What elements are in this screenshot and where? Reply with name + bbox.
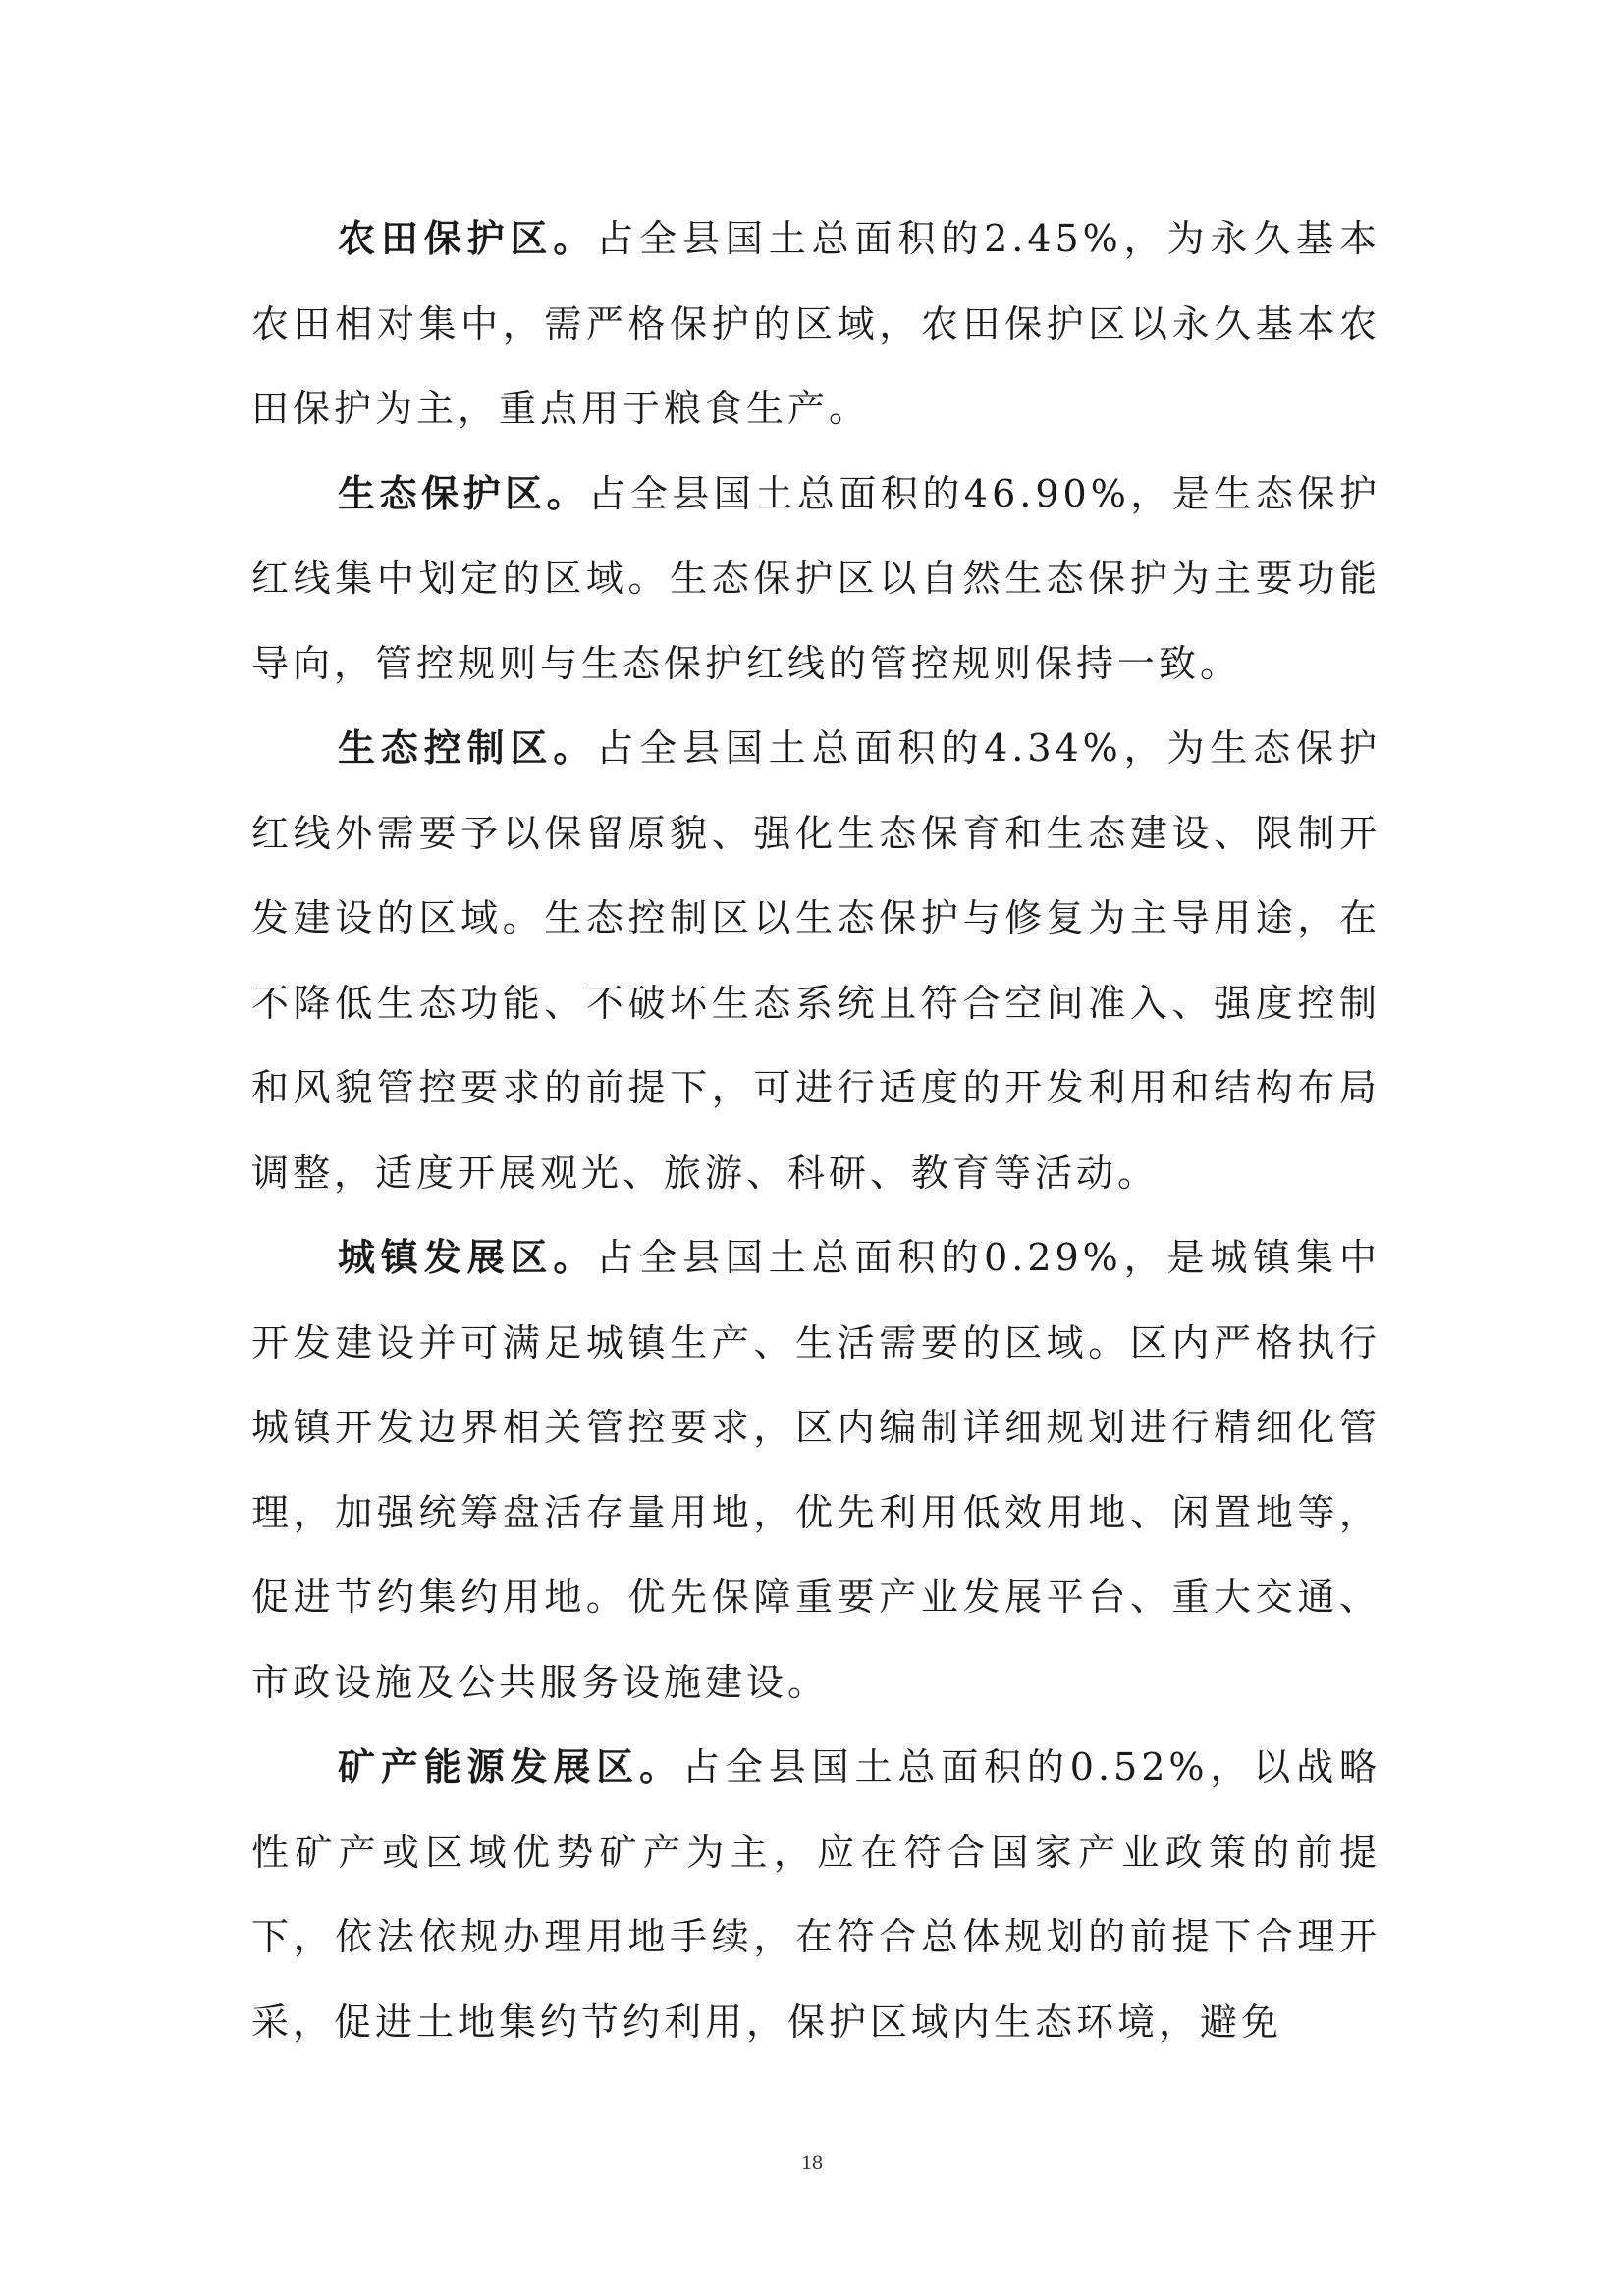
body-text <box>251 196 1380 2064</box>
paragraph-text: 占全县国土总面积的4.34%，为生态保护红线外需要予以保留原貌、强化生态保育和生态建设、限制开发建设的区域。生态控制区以生态保护与修复为主导用途，在不降低生态功能、不破坏生态系统且符合空间准入、强度控制和风貌管控要求的前提下，可进行适度的开发利用和结构布局调整，适度开展观光、旅游、科研、教育等活动。 <box>251 726 1380 1195</box>
paragraph-farmland-protection <box>251 196 1380 452</box>
paragraph-term: 矿产能源发展区。 <box>338 1745 682 1789</box>
paragraph-term: 农田保护区。 <box>338 217 597 260</box>
paragraph-mineral-energy-development <box>251 1725 1380 2064</box>
paragraph-text: 占全县国土总面积的2.45%，为永久基本农田相对集中，需严格保护的区域，农田保护区以永久基本农田保护为主，重点用于粮食生产。 <box>251 217 1380 430</box>
paragraph-term: 生态控制区。 <box>338 726 597 770</box>
paragraph-text: 占全县国土总面积的0.52%，以战略性矿产或区域优势矿产为主，应在符合国家产业政策的前提下，依法依规办理用地手续，在符合总体规划的前提下合理开采，促进土地集约节约利用，保护区域内生态环境，避免 <box>251 1745 1380 2044</box>
page-number: 18 <box>801 2150 823 2174</box>
paragraph-ecological-protection <box>251 452 1380 707</box>
paragraph-urban-development <box>251 1215 1380 1725</box>
paragraph-term: 城镇发展区。 <box>338 1236 597 1279</box>
paragraph-term: 生态保护区。 <box>338 471 589 515</box>
paragraph-text: 占全县国土总面积的46.90%，是生态保护红线集中划定的区域。生态保护区以自然生态保护为主要功能导向，管控规则与生态保护红线的管控规则保持一致。 <box>251 471 1380 685</box>
paragraph-ecological-control <box>251 706 1380 1215</box>
paragraph-text: 占全县国土总面积的0.29%，是城镇集中开发建设并可满足城镇生产、生活需要的区域。区内严格执行城镇开发边界相关管控要求，区内编制详细规划进行精细化管理，加强统筹盘活存量用地，优先利用低效用地、闲置地等，促进节约集约用地。优先保障重要产业发展平台、重大交通、市政设施及公共服务设施建设。 <box>251 1236 1380 1704</box>
